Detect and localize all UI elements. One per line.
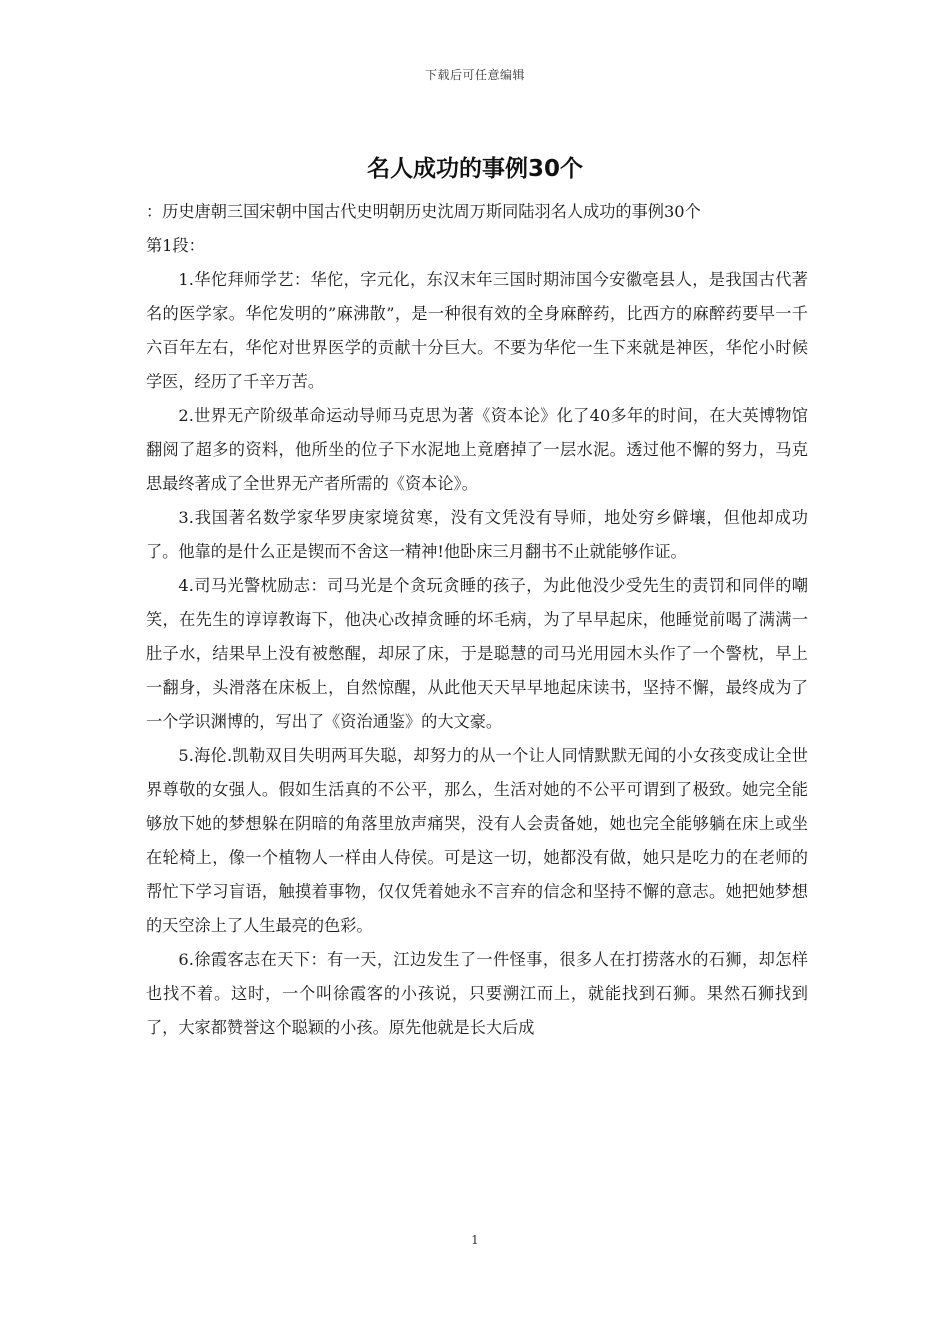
section-heading: 第1段： [146,236,205,255]
page-number: 1 [471,1233,479,1247]
keywords-line: ：历史唐朝三国宋朝中国古代史明朝历史沈周万斯同陆羽名人成功的事例30个 [146,202,701,221]
paragraph-marx: 2.世界无产阶级革命运动导师马克思为著《资本论》化了40多年的时间，在大英博物馆翻阅了超多的资料，他所坐的位子下水泥地上竟磨掉了一层水泥。透过他不懈的努力，马克思最终著成了全世界无产者所需的《资本论》。 [146,406,808,493]
document-title: 名人成功的事例30个 [366,156,583,182]
paragraph-sima-guang: 4.司马光警枕励志：司马光是个贪玩贪睡的孩子，为此他没少受先生的责罚和同伴的嘲笑，在先生的谆谆教诲下，他决心改掉贪睡的坏毛病，为了早早起床，他睡觉前喝了满满一肚子水，结果早上没有被憋醒，却尿了床，于是聪慧的司马光用园木头作了一个警枕，早上一翻身，头滑落在床板上，自然惊醒，从此他天天早早地起床读书，坚持不懈，最终成为了一个学识渊博的，写出了《资治通鉴》的大文豪。 [146,576,808,731]
paragraph-xu-xiake: 6.徐霞客志在天下：有一天，江边发生了一件怪事，很多人在打捞落水的石狮，却怎样也找不着。这时，一个叫徐霞客的小孩说，只要溯江而上，就能找到石狮。果然石狮找到了，大家都赞誉这个聪颖的小孩。原先他就是长大后成 [146,950,808,1037]
page-header-note: 下载后可任意编辑 [424,68,525,82]
paragraph-hua-tuo: 1.华佗拜师学艺：华佗，字元化，东汉末年三国时期沛国今安徽亳县人，是我国古代著名的医学家。华佗发明的”麻沸散”，是一种很有效的全身麻醉药，比西方的麻醉药要早一千六百年左右，华佗对世界医学的贡献十分巨大。不要为华佗一生下来就是神医，华佗小时候学医，经历了千辛万苦。 [146,270,808,391]
paragraph-helen-keller: 5.海伦.凯勒双目失明两耳失聪，却努力的从一个让人同情默默无闻的小女孩变成让全世界尊敬的女强人。假如生活真的不公平，那么，生活对她的不公平可谓到了极致。她完全能够放下她的梦想躲在阴暗的角落里放声痛哭，没有人会责备她，她也完全能够躺在床上或坐在轮椅上，像一个植物人一样由人侍侯。可是这一切，她都没有做，她只是吃力的在老师的帮忙下学习盲语，触摸着事物，仅仅凭着她永不言弃的信念和坚持不懈的意志。她把她梦想的天空涂上了人生最亮的色彩。 [146,746,808,935]
paragraph-hua-luogeng: 3.我国著名数学家华罗庚家境贫寒，没有文凭没有导师，地处穷乡僻壤，但他却成功了。他靠的是什么正是锲而不舍这一精神!他卧床三月翻书不止就能够作证。 [146,508,808,561]
document-body [146,195,808,1045]
